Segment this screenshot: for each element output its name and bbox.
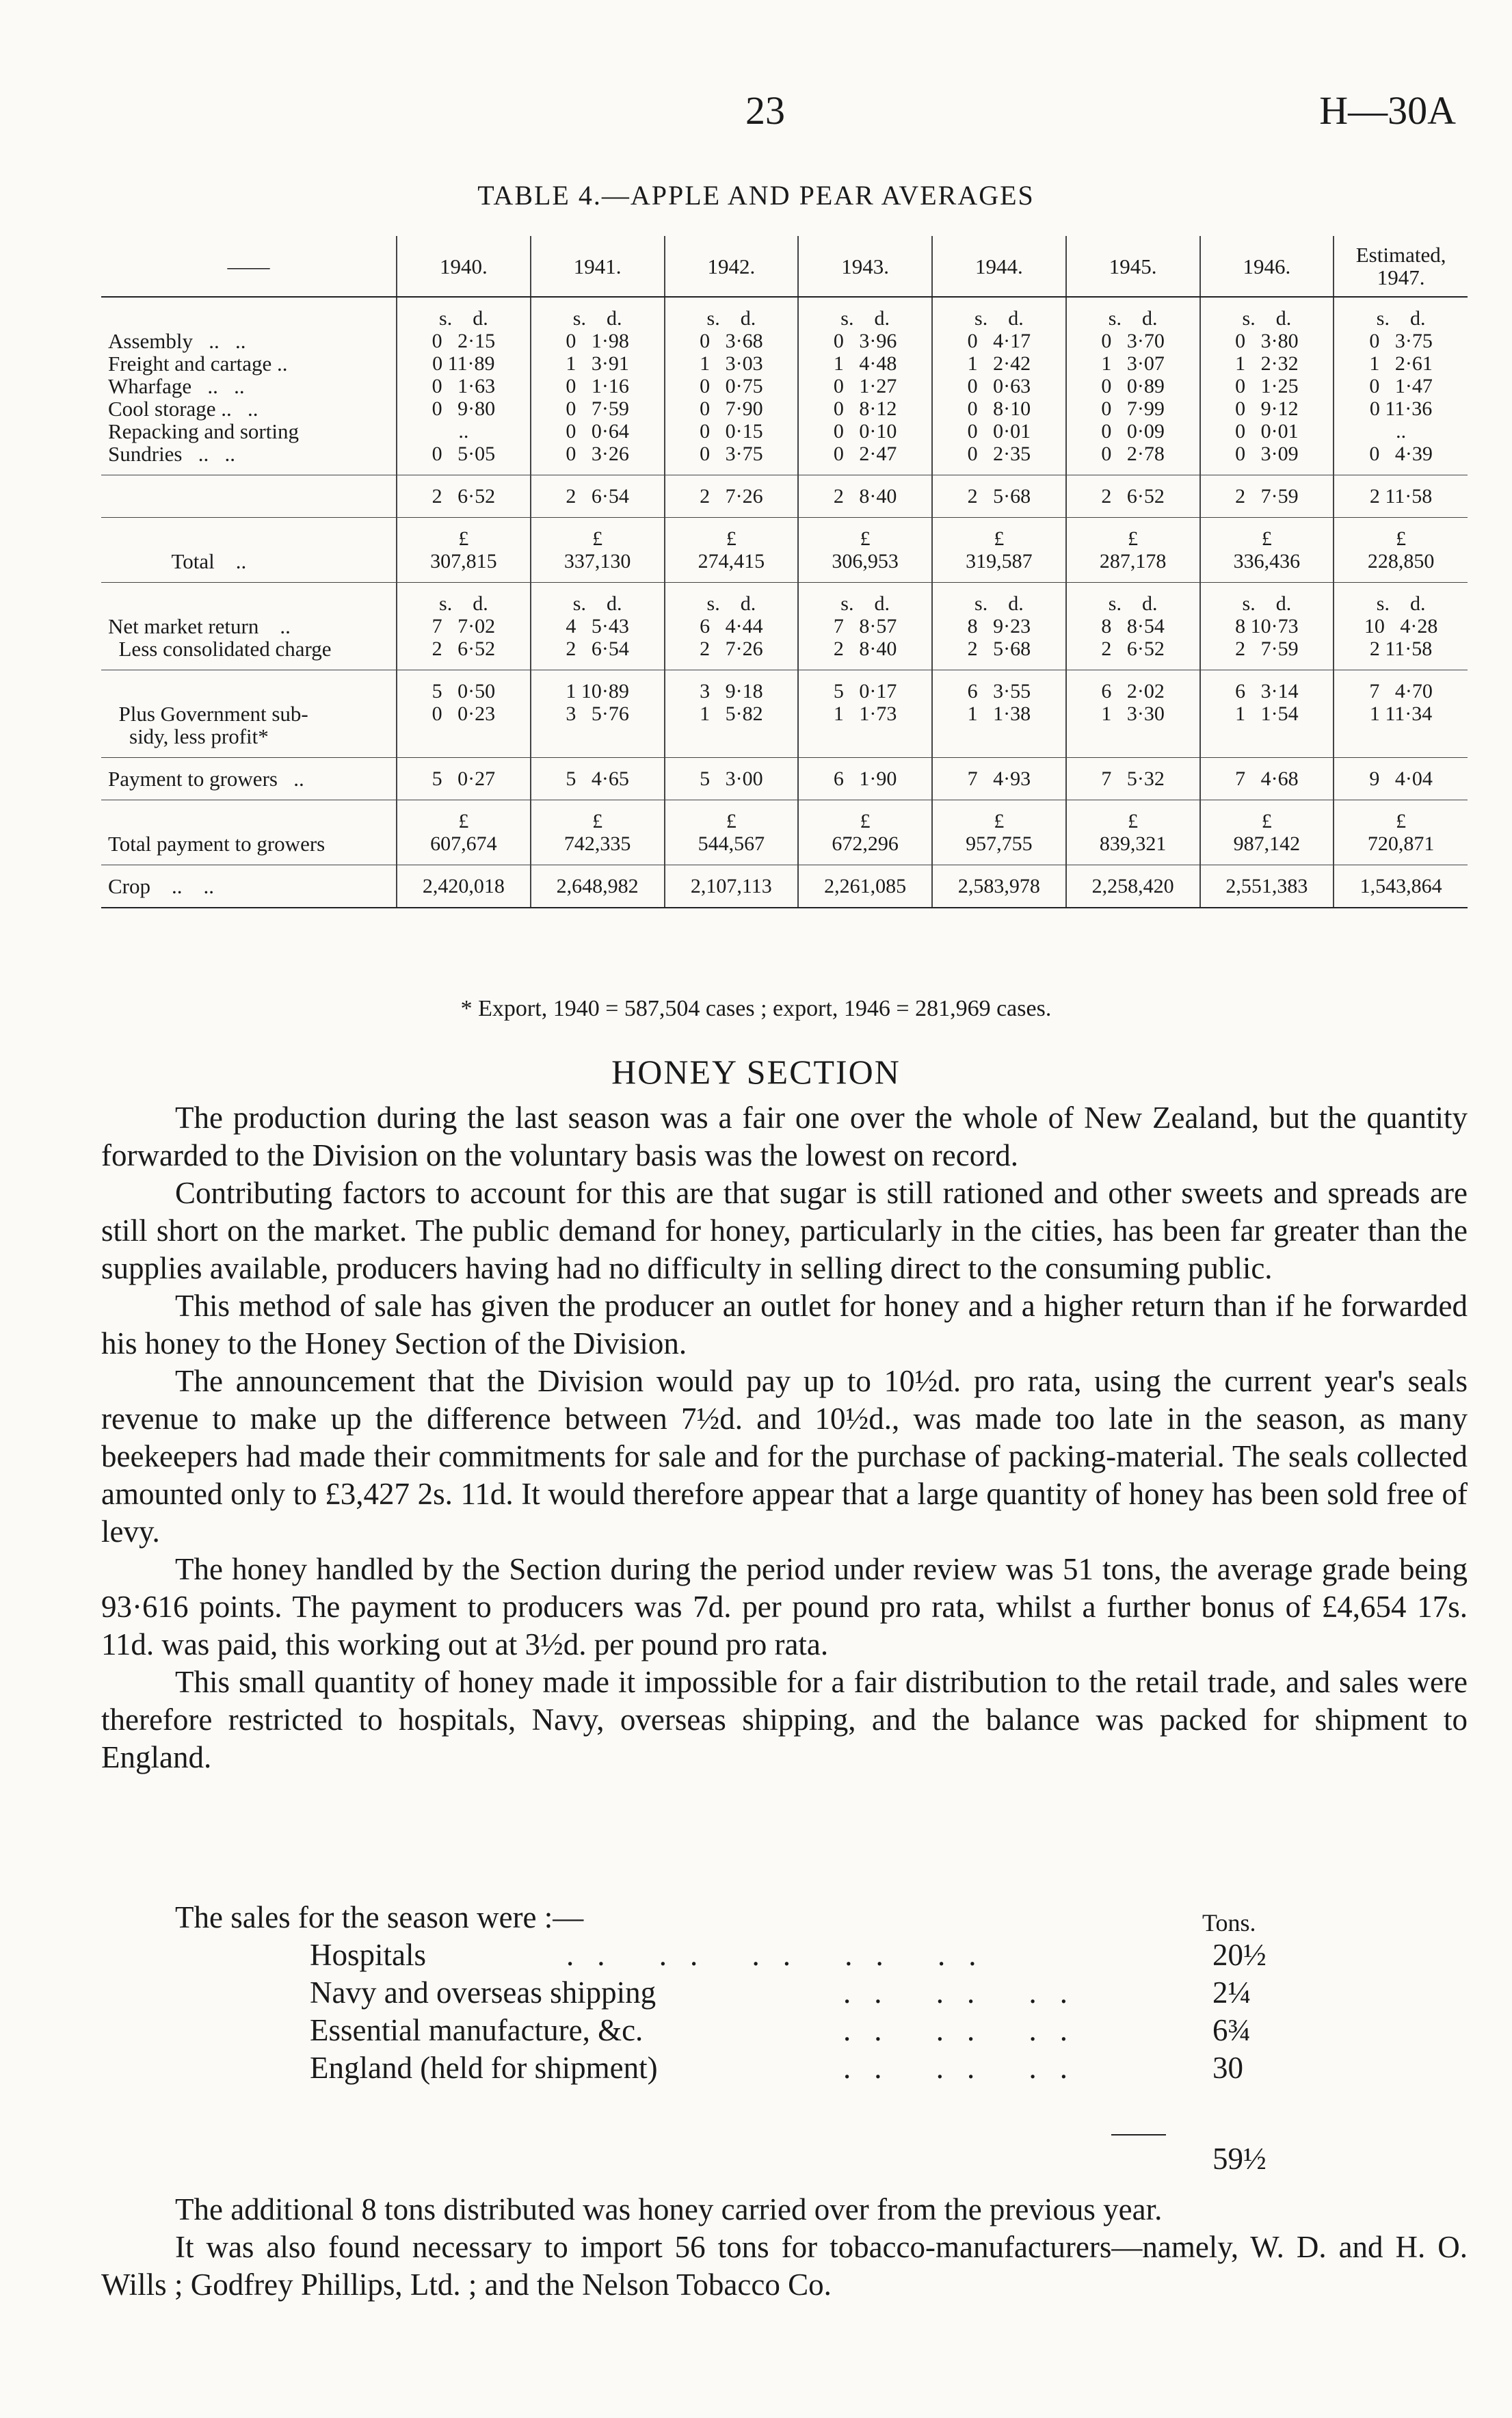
table-cell: 2 11·58 [1334, 475, 1468, 518]
table-cell: 2 7·59 [1200, 475, 1334, 518]
table-cell: 5 0·50 0 0·23 [397, 670, 531, 758]
leader-dots: .. .. .. .. .. [566, 1938, 1000, 1972]
sales-row [101, 2049, 1468, 2087]
closing-paragraph: It was also found necessary to import 56 tons for tobacco-manufacturers—namely, W. D. and H. O. Wills ; Godfrey Phillips, Ltd. ; and the Nelson Tobacco Co. [101, 2230, 1468, 2302]
table-cell: £ 720,871 [1334, 800, 1468, 865]
table-cell: s. d. 0 3·80 1 2·32 0 1·25 0 9·12 0 0·01 0 3·09 [1200, 297, 1334, 475]
sales-item-tons: 2¼ [1212, 1975, 1251, 2010]
table-cell: £ 672,296 [798, 800, 932, 865]
body-paragraph: The honey handled by the Section during the period under review was 51 tons, the average grade being 93·616 points. The payment to producers was 7d. per pound pro rata, whilst a further bonus of £4,654 17s. 11d. was paid, this working out at 3½d. per pound pro rata. [101, 1552, 1468, 1661]
table-row [101, 865, 1468, 908]
table-cell: £ 337,130 [531, 518, 665, 583]
row-label: Payment to growers .. [101, 758, 397, 800]
sales-row [101, 1974, 1468, 2012]
table-cell: £ 319,587 [932, 518, 1066, 583]
column-header: Estimated, 1947. [1334, 236, 1468, 297]
total-tons: 59½ [1212, 2142, 1266, 2176]
table-cell: s. d. 8 9·23 2 5·68 [932, 583, 1066, 670]
row-label: Plus Government sub- sidy, less profit* [101, 670, 397, 758]
row-label: Total .. [101, 518, 397, 583]
body-paragraph: Contributing factors to account for this are that sugar is still rationed and other sweets and spreads are still short on the market. The public demand for honey, particularly in the cities, has been far greater than the supplies available, producers having had no difficulty in selling direct to the consuming public. [101, 1176, 1468, 1285]
table-cell: 2 8·40 [798, 475, 932, 518]
table-cell: 2,648,982 [531, 865, 665, 908]
table-title: TABLE 4.—APPLE AND PEAR AVERAGES [477, 180, 1035, 211]
table-header-row [101, 236, 1468, 297]
row-label: Net market return .. Less consolidated charge [101, 583, 397, 670]
row-label: Total payment to growers [101, 800, 397, 865]
table-cell: £ 307,815 [397, 518, 531, 583]
table-cell: 5 4·65 [531, 758, 665, 800]
sales-intro-row [101, 1899, 1468, 1936]
honey-section-heading: HONEY SECTION [611, 1053, 901, 1091]
table-cell: s. d. 0 4·17 1 2·42 0 0·63 0 8·10 0 0·01 0 2·35 [932, 297, 1066, 475]
leader-dots: .. .. .. [843, 2013, 1091, 2047]
table-cell: 6 2·02 1 3·30 [1066, 670, 1200, 758]
table-cell: 2 7·26 [665, 475, 799, 518]
table-cell: 6 3·55 1 1·38 [932, 670, 1066, 758]
table-cell: 2,261,085 [798, 865, 932, 908]
table-row [101, 475, 1468, 518]
table-row [101, 800, 1468, 865]
table-cell: £ 544,567 [665, 800, 799, 865]
table-cell: 2 6·54 [531, 475, 665, 518]
table-row [101, 758, 1468, 800]
closing-paragraph: The additional 8 tons distributed was honey carried over from the previous year. [175, 2192, 1163, 2226]
table-cell: £ 607,674 [397, 800, 531, 865]
table-cell: 7 5·32 [1066, 758, 1200, 800]
sales-intro: The sales for the season were :— [175, 1900, 584, 1934]
column-header: 1940. [397, 236, 531, 297]
table-corner: —— [101, 236, 397, 297]
sales-item-tons: 20½ [1212, 1938, 1266, 1972]
column-header: 1946. [1200, 236, 1334, 297]
body-paragraph: This small quantity of honey made it impossible for a fair distribution to the retail trade, and sales were therefore restricted to hospitals, Navy, overseas shipping, and the balance was packed for shipment to England. [101, 1665, 1468, 1774]
leader-dots: .. .. .. [843, 2051, 1091, 2085]
table-cell: 5 3·00 [665, 758, 799, 800]
column-header: 1943. [798, 236, 932, 297]
table-footnote: * Export, 1940 = 587,504 cases ; export, 1946 = 281,969 cases. [460, 996, 1052, 1021]
closing-paragraphs [101, 2191, 1468, 2304]
tons-column-header: Tons. [1202, 1909, 1256, 1936]
table-cell: 9 4·04 [1334, 758, 1468, 800]
body-paragraph: The announcement that the Division would pay up to 10½d. pro rata, using the current year's seals revenue to make up the difference between 7½d. and 10½d., was made too late in the season, as many beekeepers had made their commitments for sale and for the purchase of packing-material. The seals collected amounted only to £3,427 2s. 11d. It would therefore appear that a large quantity of honey has been sold free of levy. [101, 1364, 1468, 1549]
table-cell: £ 742,335 [531, 800, 665, 865]
table-cell: 2,551,383 [1200, 865, 1334, 908]
table-cell: 2,420,018 [397, 865, 531, 908]
table-cell: 1 10·89 3 5·76 [531, 670, 665, 758]
table-cell: 7 4·93 [932, 758, 1066, 800]
table-row [101, 670, 1468, 758]
table-cell: £ 336,436 [1200, 518, 1334, 583]
table-row [101, 297, 1468, 475]
table-cell: 2,258,420 [1066, 865, 1200, 908]
table-cell: £ 987,142 [1200, 800, 1334, 865]
table-cell: £ 228,850 [1334, 518, 1468, 583]
table-cell: s. d. 0 3·70 1 3·07 0 0·89 0 7·99 0 0·09 0 2·78 [1066, 297, 1200, 475]
table-cell: s. d. 7 8·57 2 8·40 [798, 583, 932, 670]
column-header: 1945. [1066, 236, 1200, 297]
table-cell: 7 4·70 1 11·34 [1334, 670, 1468, 758]
table-cell: £ 957,755 [932, 800, 1066, 865]
table-cell: 2 5·68 [932, 475, 1066, 518]
sales-item-name: England (held for shipment) [310, 2051, 658, 2085]
table-cell: 1,543,864 [1334, 865, 1468, 908]
table-cell: 5 0·27 [397, 758, 531, 800]
table-cell: 2,583,978 [932, 865, 1066, 908]
table-cell: s. d. 6 4·44 2 7·26 [665, 583, 799, 670]
body-paragraph: This method of sale has given the producer an outlet for honey and a higher return than if he forwarded his honey to the Honey Section of the Division. [101, 1289, 1468, 1361]
table-cell: s. d. 8 8·54 2 6·52 [1066, 583, 1200, 670]
table-row [101, 518, 1468, 583]
body-paragraph: The production during the last season was a fair one over the whole of New Zealand, but the quantity forwarded to the Division on the voluntary basis was the lowest on record. [101, 1101, 1468, 1172]
table-cell: s. d. 4 5·43 2 6·54 [531, 583, 665, 670]
table-cell: s. d. 10 4·28 2 11·58 [1334, 583, 1468, 670]
table-cell: s. d. 0 2·15 0 11·89 0 1·63 0 9·80 .. 0 5·05 [397, 297, 531, 475]
table-cell: s. d. 0 3·68 1 3·03 0 0·75 0 7·90 0 0·15 0 3·75 [665, 297, 799, 475]
sales-item-tons: 30 [1212, 2051, 1243, 2085]
table-cell: s. d. 0 1·98 1 3·91 0 1·16 0 7·59 0 0·64 0 3·26 [531, 297, 665, 475]
column-header: 1941. [531, 236, 665, 297]
table-cell: s. d. 7 7·02 2 6·52 [397, 583, 531, 670]
table-cell: s. d. 0 3·75 1 2·61 0 1·47 0 11·36 .. 0 4·39 [1334, 297, 1468, 475]
row-label [101, 475, 397, 518]
leader-dots: .. .. .. [843, 1975, 1091, 2010]
page-number: 23 [745, 88, 785, 133]
apple-pear-averages-table [101, 236, 1468, 908]
table-cell: s. d. 0 3·96 1 4·48 0 1·27 0 8·12 0 0·10 0 2·47 [798, 297, 932, 475]
table-cell: 2,107,113 [665, 865, 799, 908]
table-cell: 2 6·52 [397, 475, 531, 518]
table-cell: s. d. 8 10·73 2 7·59 [1200, 583, 1334, 670]
table-cell: £ 839,321 [1066, 800, 1200, 865]
row-label: Crop .. .. [101, 865, 397, 908]
table-cell: 6 3·14 1 1·54 [1200, 670, 1334, 758]
column-header: 1944. [932, 236, 1066, 297]
table-cell: 2 6·52 [1066, 475, 1200, 518]
sales-list [101, 1899, 1468, 2087]
table-cell: £ 306,953 [798, 518, 932, 583]
sales-item-name: Navy and overseas shipping [310, 1975, 656, 2010]
sales-row [101, 2012, 1468, 2049]
sales-item-name: Essential manufacture, &c. [310, 2013, 644, 2047]
column-header: 1942. [665, 236, 799, 297]
row-label: Assembly .. .. Freight and cartage .. Wharfage .. .. Cool storage .. .. Repacking and sorting Sundries .. .. [108, 329, 299, 466]
table-cell: £ 274,415 [665, 518, 799, 583]
sales-row [101, 1936, 1468, 1974]
sales-item-tons: 6¾ [1212, 2013, 1251, 2047]
document-reference: H—30A [1319, 88, 1456, 133]
table-row [101, 583, 1468, 670]
sales-item-name: Hospitals [310, 1938, 427, 1972]
honey-section-body [101, 1099, 1468, 1776]
table-cell: 6 1·90 [798, 758, 932, 800]
table-cell: £ 287,178 [1066, 518, 1200, 583]
table-cell: 5 0·17 1 1·73 [798, 670, 932, 758]
table-cell: 3 9·18 1 5·82 [665, 670, 799, 758]
table-cell: 7 4·68 [1200, 758, 1334, 800]
sum-rule [1111, 2134, 1166, 2136]
